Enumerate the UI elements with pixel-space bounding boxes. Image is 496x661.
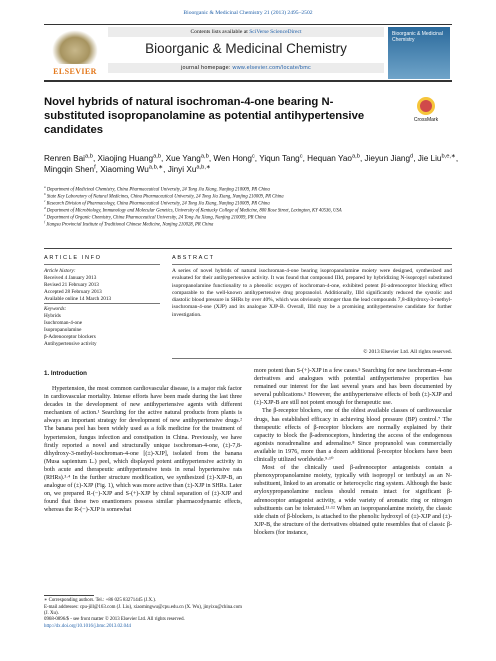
- abstract-heading: ABSTRACT: [172, 255, 215, 261]
- sciencedirect-link[interactable]: SciVerse ScienceDirect: [249, 29, 302, 35]
- author-name: Xiaojing Huang: [97, 154, 154, 163]
- author-affiliation-mark: a,b: [351, 153, 360, 160]
- elsevier-logo[interactable]: [44, 28, 106, 78]
- issn-doi-block: [44, 617, 284, 630]
- contents-bar: [108, 27, 384, 37]
- author-affiliation-mark: a,b: [84, 153, 93, 160]
- crossmark-badge[interactable]: [400, 97, 452, 127]
- homepage-link[interactable]: www.elsevier.com/locate/bmc: [232, 65, 312, 71]
- issn-line: 0968-0896/$ - see front matter © 2013 Elsevier Ltd. All rights reserved.: [44, 617, 185, 622]
- homepage-prefix: journal homepage:: [180, 65, 233, 71]
- author-name: Jie Liu: [417, 154, 442, 163]
- history-item: Revised 21 February 2013: [44, 281, 99, 288]
- keyword: Isochroman-4-one: [44, 319, 83, 326]
- history-item: Accepted 28 February 2013: [44, 288, 102, 295]
- tree-logo-icon: [52, 30, 98, 64]
- author-name: Jinyi Xu: [167, 165, 197, 175]
- author-affiliation-mark: b,e,∗: [441, 153, 456, 160]
- affiliation-text: Department of Organic Chemistry, China Pharmaceutical University, 24 Tong Jia Xiang, Nanjing 210009, PR China: [45, 215, 267, 221]
- cover-title: Bioorganic & Medicinal Chemistry: [392, 31, 443, 43]
- keyword: Antihypertensive activity: [44, 340, 97, 347]
- author-affiliation-mark: c: [251, 153, 255, 160]
- author[interactable]: [98, 154, 162, 163]
- keywords-block: [44, 306, 164, 348]
- author-name: Yiqun Tang: [259, 154, 300, 163]
- article-info-divider: [44, 264, 160, 265]
- author[interactable]: [100, 165, 163, 174]
- history-item: Available online 14 March 2013: [44, 295, 112, 302]
- affiliation-text: Research Division of Pharmacology, China Pharmaceutical University, 24 Tong Jia Xiang, Nanjing 210009, PR China: [45, 201, 270, 207]
- journal-masthead: [44, 24, 452, 82]
- body-paragraph: more potent than S-(+)-XJP in a few cases.⁵ Searching for new isochroman-4-one derivatives and analogues with potential antihypertensive properties has remained our interest for the last several years and has been documented by several publications.⁶ However, the antihypertensive effects of both (±)-XJP and (±)-XJP-B are still not potent enough for therapeutic use.: [254, 368, 452, 407]
- header-divider: [44, 248, 452, 249]
- article-history: [44, 268, 164, 303]
- affiliation-mark: c: [44, 198, 46, 203]
- keyword: Hybrids: [44, 312, 61, 319]
- author[interactable]: [259, 154, 302, 163]
- footnote-marker: ∗: [44, 598, 48, 603]
- author[interactable]: [418, 154, 456, 163]
- author-name: Xue Yang: [165, 154, 201, 163]
- corresponding-author-footnote: [44, 598, 242, 618]
- affiliation-text: Department of Medicinal Chemistry, China Pharmaceutical University, 24 Tong Jia Xiang, Nanjing 210009, PR China: [45, 187, 270, 193]
- author-name: Mingqin Shen: [44, 165, 95, 175]
- body-paragraph: The β-receptor blockers, one of the oldest available classes of cardiovascular drugs, has established efficacy in achieving blood pressure (BP) control.⁷ The therapeutic effects of β-receptor blockers are normally explained by their capacity to block the β-adrenoceptors, hindering the access of the endogenous agonists noradrenaline and adrenaline.⁸ Since propranolol was commercially available in 1976, more than a dozen additional β-receptor blockers have been clinically utilized worldwide.⁹·¹⁰: [254, 408, 452, 464]
- masthead-center: [108, 27, 384, 79]
- crossmark-icon: [417, 97, 435, 115]
- footnote-divider: [44, 595, 94, 596]
- keywords-label: Keywords:: [44, 306, 67, 312]
- publisher-name: ELSEVIER: [53, 67, 97, 76]
- author[interactable]: [365, 154, 414, 163]
- body-paragraph: Hypertension, the most common cardiovascular disease, is a major risk factor in cardiovascular mortality. Intense efforts have been made during the last three decades in the development of new antihypertensive agents with different mechanism of action.¹ Searching for the active natural products from plants is always an important strategy for development of new antihypertensive drugs.² The banana peel has been widely used as a folk medicine for the treatment of hypertension, fungus infection and constipation in China. Previously, we have firstly reported a novel and structurally unique isochroman-4-one, (±)-7,8-dihydroxy-3-methyl-isochroman-4-one [(±)-XJP], isolated from the banana (Musa sapientum L.) peel, which displayed potent antihypertensive activity in both acute and therapeutic antihypertensive tests in renal hypertensive rats (RHRs).³·⁴ In the further structure modification, we synthesized (±)-XJP-B, an analogue of (±)-XJP (Fig. 1), which was more active than (±)-XJP in SHRs. Later on, we prepared R-(−)-XJP and S-(+)-XJP by chiral separation of (±)-XJP and found that these two enantiomers possess similar pharmacodynamic effects, whereas the R-(−)-XJP is somewhat: [44, 386, 242, 514]
- affiliation: [44, 205, 452, 215]
- affiliation-mark: a: [44, 185, 46, 189]
- affiliation-mark: d: [44, 205, 46, 210]
- contents-prefix: Contents lists available at: [190, 29, 250, 35]
- author-name: Hequan Yao: [307, 154, 352, 163]
- author-name: Renren Bai: [44, 154, 85, 163]
- journal-homepage-bar: [108, 63, 384, 73]
- body-column-left: [44, 385, 242, 515]
- affiliation-list: [44, 187, 452, 228]
- author-name: Jieyun Jiang: [364, 154, 411, 163]
- author[interactable]: [166, 154, 209, 163]
- footnote-correspond: Corresponding authors. Tel.: +86 025 83271445 (J.X.).: [48, 598, 157, 603]
- author[interactable]: [44, 154, 93, 163]
- affiliation-text: Department of Microbiology, Immunology and Molecular Genetics, University of Kentucky College of Medicine, 800 Rose Street, Lexington, KY 40536, USA: [45, 208, 342, 214]
- article-info-heading: ARTICLE INFO: [44, 255, 102, 261]
- history-item: Received 4 January 2013: [44, 274, 97, 281]
- author-affiliation-mark: f: [94, 164, 96, 171]
- affiliation-mark: e: [44, 212, 46, 217]
- journal-title: Bioorganic & Medicinal Chemistry: [145, 41, 347, 56]
- affiliation-text: State Key Laboratory of Natural Medicines, China Pharmaceutical University, 24 Tong Jia Xiang, Nanjing 210009, PR China: [45, 194, 284, 200]
- affiliation: [44, 198, 452, 208]
- affiliation-mark: b: [44, 191, 46, 196]
- affiliation-mark: f: [44, 219, 45, 224]
- affiliation: [44, 219, 452, 229]
- footnote-email[interactable]: E-mail addresses: cpu-jill@163.com (J. Liu), xiaomingwu@cpu.edu.cn (X. Wu), jinyixu@china.com (J. Xu).: [44, 604, 242, 617]
- affiliation: [44, 187, 452, 194]
- affiliation: [44, 212, 452, 222]
- abstract-copyright: © 2013 Elsevier Ltd. All rights reserved.: [363, 349, 452, 355]
- author-affiliation-mark: a,b: [200, 153, 209, 160]
- keyword: β-Adrenoceptor blockers: [44, 333, 96, 340]
- article-title: Novel hybrids of natural isochroman-4-one bearing N-substituted isopropanolamine as potential antihypertensive candidates: [44, 96, 365, 136]
- body-column-right: [254, 367, 452, 537]
- keyword: Isopropanolamine: [44, 326, 82, 333]
- history-list: [44, 275, 164, 303]
- keywords-list: [44, 313, 164, 348]
- introduction-heading: 1. Introduction: [44, 370, 87, 377]
- keywords-divider: [44, 303, 160, 304]
- author[interactable]: [307, 154, 360, 163]
- doi-link[interactable]: http://dx.doi.org/10.1016/j.bmc.2013.02.044: [44, 623, 131, 629]
- author-affiliation-mark: a,b,∗: [196, 164, 211, 171]
- author[interactable]: [44, 165, 96, 174]
- affiliation: [44, 191, 452, 201]
- journal-cover-image: [388, 27, 450, 79]
- author-affiliation-mark: c: [299, 153, 303, 160]
- author-name: Xiaoming Wu: [100, 165, 149, 175]
- author-list: Renren Bai$^{a,b}$, Xiaojing Huang$^{a,b}$, Xue Yang$^{a,b}$, Wen Hong$^c$, Yiqun Tang$^c$, Hequan Yao$^{a,b}$, Jieyun Jiang$^d$, Jie Liu$^{b,e,∗}$, Mingqin Shen$^f$, Xiaoming $Wu^{a,b,∗}$, Jinyi $Xu^{a,b,∗}$: [44, 153, 459, 175]
- author-affiliation-mark: d: [410, 153, 414, 160]
- crossmark-label: CrossMark: [413, 117, 439, 123]
- history-label: Article history:: [44, 268, 76, 274]
- author-name: Wen Hong: [213, 154, 252, 163]
- author-affiliation-mark: a,b: [153, 153, 162, 160]
- author[interactable]: [168, 165, 211, 174]
- abstract-body: [172, 268, 452, 319]
- abstract-bottom-divider: [172, 358, 452, 359]
- journal-reference[interactable]: Bioorganic & Medicinal Chemistry 21 (2013) 2495–2502: [183, 10, 313, 16]
- author[interactable]: [213, 154, 254, 163]
- body-paragraph: Most of the clinically used β-adrenoceptor antagonists contain a phenoxypropanolamine moiety, typically with isopropyl or tertbutyl as an N-substituent, linked to an aromatic or heterocyclic ring system. Although the basic aryloxypropanolamine nucleus should remain intact for significant β-adrenoceptor antagonist activity, a wide variety of aromatic ring or nitrogen substituents can be tolerated.¹¹·¹² When an isopropanolamine moiety, the classic side chain of β-blockers, is attached to the phenolic hydroxyl of (±)-XJP and (±)-XJP-B, the structure of the derivatives obtained quite resembles that of classic β-blockers (for instance,: [254, 465, 452, 536]
- abstract-paragraph: A series of novel hybrids of natural isochroman-4-one bearing isopropanolamine moiety were designed, synthesized and evaluated for their antihypertensive activity. It was found that compound IIId, prepared by hybridizing N-isopropyl substituted isopropanolamine functionality to a phenolic oxygen of isochroman-4-one, exhibited potent β1-adrenoceptor blocking effect comparable to the well-known antihypertensive drug propranolol. Additionally, IIId significantly reduced the systolic and diastolic blood pressure in SHRs by over 40%, which was obviously stronger than the lead compounds 7,8-dihydroxy-3-methyl-isochroman-4-one (XJP) and its analogue XJP-B. Overall, IIId may be a promising antihypertensive candidate for further investigation.: [172, 268, 452, 318]
- affiliation-text: Jiangsu Provincial Institute of Traditional Chinese Medicine, Nanjing 210028, PR China: [44, 222, 214, 228]
- author-affiliation-mark: a,b,∗: [148, 164, 164, 171]
- abstract-divider: [172, 264, 452, 265]
